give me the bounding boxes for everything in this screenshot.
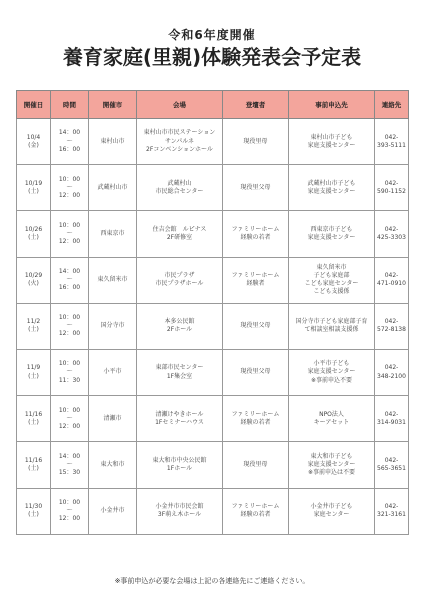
venue-cell: 住吉会館 ルピナス 2F研修室 <box>137 211 223 257</box>
table-row <box>17 442 409 488</box>
table-body <box>17 119 409 535</box>
speaker-cell: ファミリーホーム 経験の若者 <box>223 396 289 442</box>
city-cell: 小平市 <box>89 349 137 395</box>
table-row <box>17 257 409 303</box>
date-cell: 11/30 (土) <box>17 488 51 534</box>
registration-cell: 国分寺市子ども家庭部子育 て相談室相談支援係 <box>289 303 375 349</box>
contact-cell: 042- 572-8138 <box>375 303 409 349</box>
date-cell: 10/29 (火) <box>17 257 51 303</box>
city-cell: 東村山市 <box>89 119 137 165</box>
time-cell: 10：00 〜 11：30 <box>51 349 89 395</box>
column-header-venue: 会場 <box>137 91 223 119</box>
speaker-cell: 現役里父母 <box>223 165 289 211</box>
time-cell: 14：00 〜 16：00 <box>51 119 89 165</box>
page-subtitle: 令和6年度開催 <box>168 28 256 42</box>
city-cell: 西東京市 <box>89 211 137 257</box>
table-row <box>17 349 409 395</box>
registration-cell: 東久留米市 子ども家庭部 こども家庭センター こども支援係 <box>289 257 375 303</box>
column-header-contact: 連絡先 <box>375 91 409 119</box>
date-cell: 10/19 (土) <box>17 165 51 211</box>
time-cell: 10：00 〜 12：00 <box>51 396 89 442</box>
date-cell: 10/4 (金) <box>17 119 51 165</box>
venue-cell: 清瀬けやきホール 1Fセミナーハウス <box>137 396 223 442</box>
contact-cell: 042- 590-1152 <box>375 165 409 211</box>
time-cell: 10：00 〜 12：00 <box>51 211 89 257</box>
speaker-cell: ファミリーホーム 経験の若者 <box>223 211 289 257</box>
city-cell: 国分寺市 <box>89 303 137 349</box>
venue-cell: 本多公民館 2Fホール <box>137 303 223 349</box>
speaker-cell: 現役里母 <box>223 119 289 165</box>
table-header-row <box>17 91 409 119</box>
table-row <box>17 396 409 442</box>
registration-cell: 東大和市子ども 家庭支援センター ※事前申込は不要 <box>289 442 375 488</box>
date-cell: 11/16 (土) <box>17 442 51 488</box>
table-row <box>17 165 409 211</box>
contact-cell: 042- 471-0910 <box>375 257 409 303</box>
city-cell: 清瀬市 <box>89 396 137 442</box>
speaker-cell: 現役里母 <box>223 442 289 488</box>
registration-cell: 小平市子ども 家庭支援センター ※事前申込不要 <box>289 349 375 395</box>
registration-cell: 武蔵村山市子ども 家庭支援センター <box>289 165 375 211</box>
contact-cell: 042- 425-3303 <box>375 211 409 257</box>
speaker-cell: 現役里父母 <box>223 303 289 349</box>
speaker-cell: 現役里父母 <box>223 349 289 395</box>
page-title: 養育家庭(里親)体験発表会予定表 <box>62 45 362 69</box>
time-cell: 14：00 〜 16：00 <box>51 257 89 303</box>
column-header-registration: 事前申込先 <box>289 91 375 119</box>
footer-note: ※事前申込が必要な会場は上記の各連絡先にご連絡ください。 <box>114 577 310 585</box>
city-cell: 武蔵村山市 <box>89 165 137 211</box>
registration-cell: NPO法人 キーアセット <box>289 396 375 442</box>
date-cell: 11/16 (土) <box>17 396 51 442</box>
contact-cell: 042- 348-2100 <box>375 349 409 395</box>
time-cell: 10：00 〜 12：00 <box>51 165 89 211</box>
table-row <box>17 119 409 165</box>
date-cell: 10/26 (土) <box>17 211 51 257</box>
date-cell: 11/2 (土) <box>17 303 51 349</box>
venue-cell: 東部市民センター 1F集会室 <box>137 349 223 395</box>
contact-cell: 042- 565-3651 <box>375 442 409 488</box>
table-row <box>17 211 409 257</box>
city-cell: 小金井市 <box>89 488 137 534</box>
contact-cell: 042- 321-3161 <box>375 488 409 534</box>
venue-cell: 武蔵村山 市民総合センター <box>137 165 223 211</box>
table-row <box>17 303 409 349</box>
time-cell: 10：00 〜 12：00 <box>51 488 89 534</box>
time-cell: 10：00 〜 12：00 <box>51 303 89 349</box>
registration-cell: 小金井市子ども 家庭センター <box>289 488 375 534</box>
contact-cell: 042- 393-5111 <box>375 119 409 165</box>
column-header-time: 時間 <box>51 91 89 119</box>
schedule-table <box>16 90 409 535</box>
date-cell: 11/9 (土) <box>17 349 51 395</box>
venue-cell: 市民プラザ 市民プラザホール <box>137 257 223 303</box>
column-header-city: 開催市 <box>89 91 137 119</box>
venue-cell: 小金井市市民会館 3F萌え木ホール <box>137 488 223 534</box>
column-header-speaker: 登壇者 <box>223 91 289 119</box>
city-cell: 東久留米市 <box>89 257 137 303</box>
registration-cell: 西東京市子ども 家庭支援センター <box>289 211 375 257</box>
city-cell: 東大和市 <box>89 442 137 488</box>
time-cell: 14：00 〜 15：30 <box>51 442 89 488</box>
venue-cell: 東大和市中央公民館 1Fホール <box>137 442 223 488</box>
table-row <box>17 488 409 534</box>
speaker-cell: ファミリーホーム 経験の若者 <box>223 488 289 534</box>
venue-cell: 東村山市市民ステーション サンパルネ 2Fコンベンションホール <box>137 119 223 165</box>
column-header-date: 開催日 <box>17 91 51 119</box>
registration-cell: 東村山市子ども 家庭支援センター <box>289 119 375 165</box>
speaker-cell: ファミリーホーム 経験者 <box>223 257 289 303</box>
contact-cell: 042- 314-9031 <box>375 396 409 442</box>
